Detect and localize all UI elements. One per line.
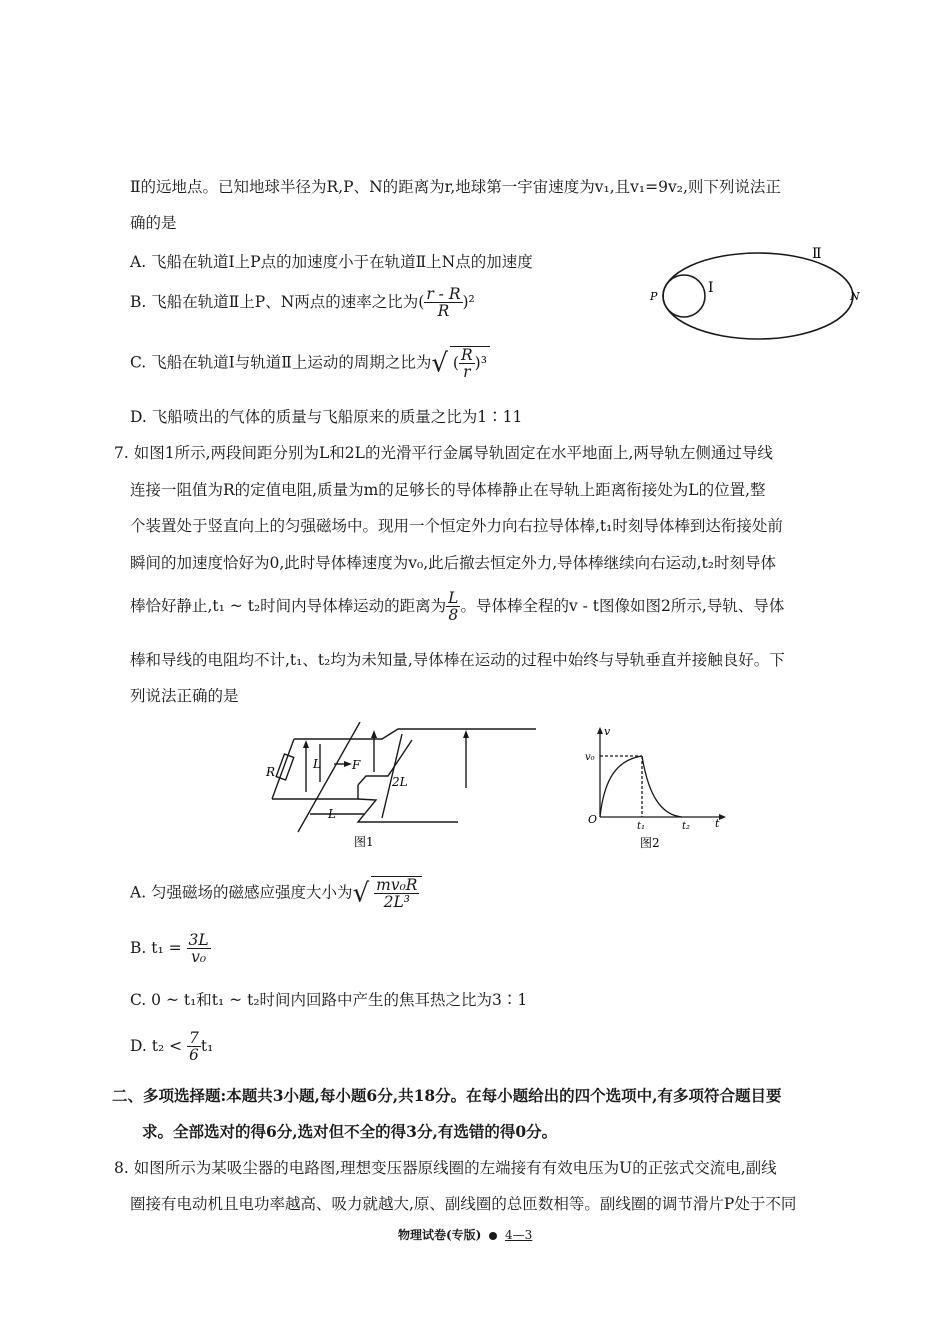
q6-option-c [130,346,490,381]
label-l: L [313,757,321,771]
q7-a-denominator: 2L³ [383,893,410,912]
q7-option-b [130,932,211,966]
q6-intro-line2: 确的是 [130,214,177,232]
q7-option-a [130,876,422,911]
q7-option-d-text: D. t₂ < [130,1036,183,1055]
q7-option-d-tail: t₁ [200,1036,214,1055]
q8-line1: 8. 如图所示为某吸尘器的电路图,理想变压器原线圈的左端接有有效电压为U的正弦式交流电,副线 [114,1159,777,1177]
q6-c-numerator: R [460,346,473,364]
q7-b-denominator: v₀ [191,948,207,967]
q8-line2: 圈接有电动机且电功率越高、吸力就越大,原、副线圈的总匝数相等。副线圈的调节滑片P处于不同 [130,1195,797,1213]
q7-d-numerator: 7 [189,1029,199,1047]
orbit-label-ii: Ⅱ [812,246,822,262]
section-2-line1: 二、多项选择题:本题共3小题,每小题6分,共18分。在每小题给出的四个选项中,有多项符合题目要 [112,1086,782,1105]
v-axis-label: v [604,725,611,738]
label-2l: 2L [392,775,408,789]
arrowhead-1 [303,740,309,748]
q7-line7: 列说法正确的是 [130,687,239,705]
q7-line3: 个装置处于竖直向上的匀强磁场中。现用一个恒定外力向右拉导体棒,t₁时刻导体棒到达衔接处前 [130,517,783,535]
vt-curve-accel [600,756,642,817]
q6-option-c-text: C. 飞船在轨道Ⅰ与轨道Ⅱ上运动的周期之比为 [130,353,432,372]
t-axis-arrowhead [719,814,726,820]
q6-option-d: D. 飞船喷出的气体的质量与飞船原来的质量之比为1∶11 [130,408,523,426]
q7-b-numerator: 3L [188,931,209,949]
q7-line5-text: 棒恰好静止,t₁ ~ t₂时间内导体棒运动的距离为 [130,596,447,615]
arrowhead-3 [463,730,469,738]
t2-label: t₂ [682,821,691,832]
q7-line2: 连接一阻值为R的定值电阻,质量为m的足够长的导体棒静止在导轨上距离衔接处为L的位置,整 [130,481,766,499]
footer-page-number: 4—3 [505,1228,533,1242]
q6-option-a: A. 飞船在轨道Ⅰ上P点的加速度小于在轨道Ⅱ上N点的加速度 [130,253,533,271]
label-l-bottom: L [328,807,336,821]
t-axis-label: t [715,817,720,830]
label-f: F [352,758,361,772]
label-r: R [266,765,276,779]
left-wire [272,739,294,799]
v-axis-arrowhead [597,727,603,734]
q7-option-d [130,1030,213,1064]
orbit-label-i: Ⅰ [708,280,714,296]
vt-curve-decel [642,756,682,817]
resistor [276,754,294,780]
q7-a-numerator: mv₀R [376,876,418,894]
figure-1-rails-diagram [262,722,552,850]
q6-b-numerator: r - R [426,285,461,303]
q7-b-fraction [187,932,211,966]
q6-c-radicand: ( $\frac{R}{r}$ )³ [450,346,490,381]
v0-label: v₀ [585,752,595,763]
q7-line5-tail: 。导体棒全程的v - t图像如图2所示,导轨、导体 [460,596,785,615]
orbit-ii-ellipse [663,253,853,339]
arrowhead-2 [371,730,377,738]
origin-label: O [588,813,598,826]
q7-d-denominator: 6 [189,1046,199,1065]
figure-2-vt-graph [584,725,729,853]
q7-option-c: C. 0 ~ t₁和t₁ ~ t₂时间内回路中产生的焦耳热之比为3∶1 [130,991,528,1009]
q7-distance-fraction [446,590,460,624]
lower-rail-left [272,785,358,799]
figure-1-caption: 图1 [354,835,374,849]
figure-2-caption: 图2 [640,836,660,850]
q7-option-b-text: B. t₁ = [130,938,182,957]
orbit-label-p: P [650,290,658,303]
section-2-line2: 求。全部选对的得6分,选对但不全的得3分,有选错的得0分。 [142,1122,558,1141]
q7-line5-numerator: L [448,589,459,607]
footer-subject: 物理试卷(专版) [398,1228,482,1242]
q7-line6: 棒和导线的电阻均不计,t₁、t₂均为未知量,导体棒在运动的过程中始终与导轨垂直并接触良好。下 [130,651,785,669]
q6-option-b-text: B. 飞船在轨道Ⅱ上P、N两点的速率之比为( [130,292,425,311]
lower-rail-right [358,799,458,822]
orbit-diagram [640,238,870,348]
q7-a-fraction [374,877,419,911]
upper-rail [294,729,536,739]
q6-c-fraction [459,347,475,381]
q6-option-b-exponent: )² [462,292,475,311]
orbit-i-circle [663,275,705,317]
q7-line5-denominator: 8 [448,606,459,625]
q7-line5 [130,590,784,624]
sqrt-symbol: √ [431,348,448,379]
orbit-label-n: N [850,290,860,303]
q6-option-b-fraction [424,286,462,320]
q6-c-denominator: r [463,363,471,382]
page-footer [398,1226,532,1243]
q6-intro-line1: Ⅱ的远地点。已知地球半径为R,P、N的距离为r,地球第一宇宙速度为v₁,且v₁=9v₂,则下列说法正 [130,178,781,196]
q6-option-b [130,286,475,320]
q6-b-denominator: R [437,302,450,321]
q7-d-fraction [187,1030,201,1064]
q7-line4: 瞬间的加速度恰好为0,此时导体棒速度为v₀,此后撤去恒定外力,导体棒继续向右运动,t₂时刻导体 [130,554,776,572]
q7-option-a-text: A. 匀强磁场的磁感应强度大小为 [130,883,353,902]
sqrt-symbol: √ [352,878,370,909]
force-arrowhead [344,761,352,767]
q7-a-radicand [371,876,422,911]
footer-dot-icon [489,1232,497,1240]
q7-line1: 7. 如图1所示,两段间距分别为L和2L的光滑平行金属导轨固定在水平地面上,两导轨左侧通过导线 [114,444,773,462]
t1-label: t₁ [637,821,646,832]
